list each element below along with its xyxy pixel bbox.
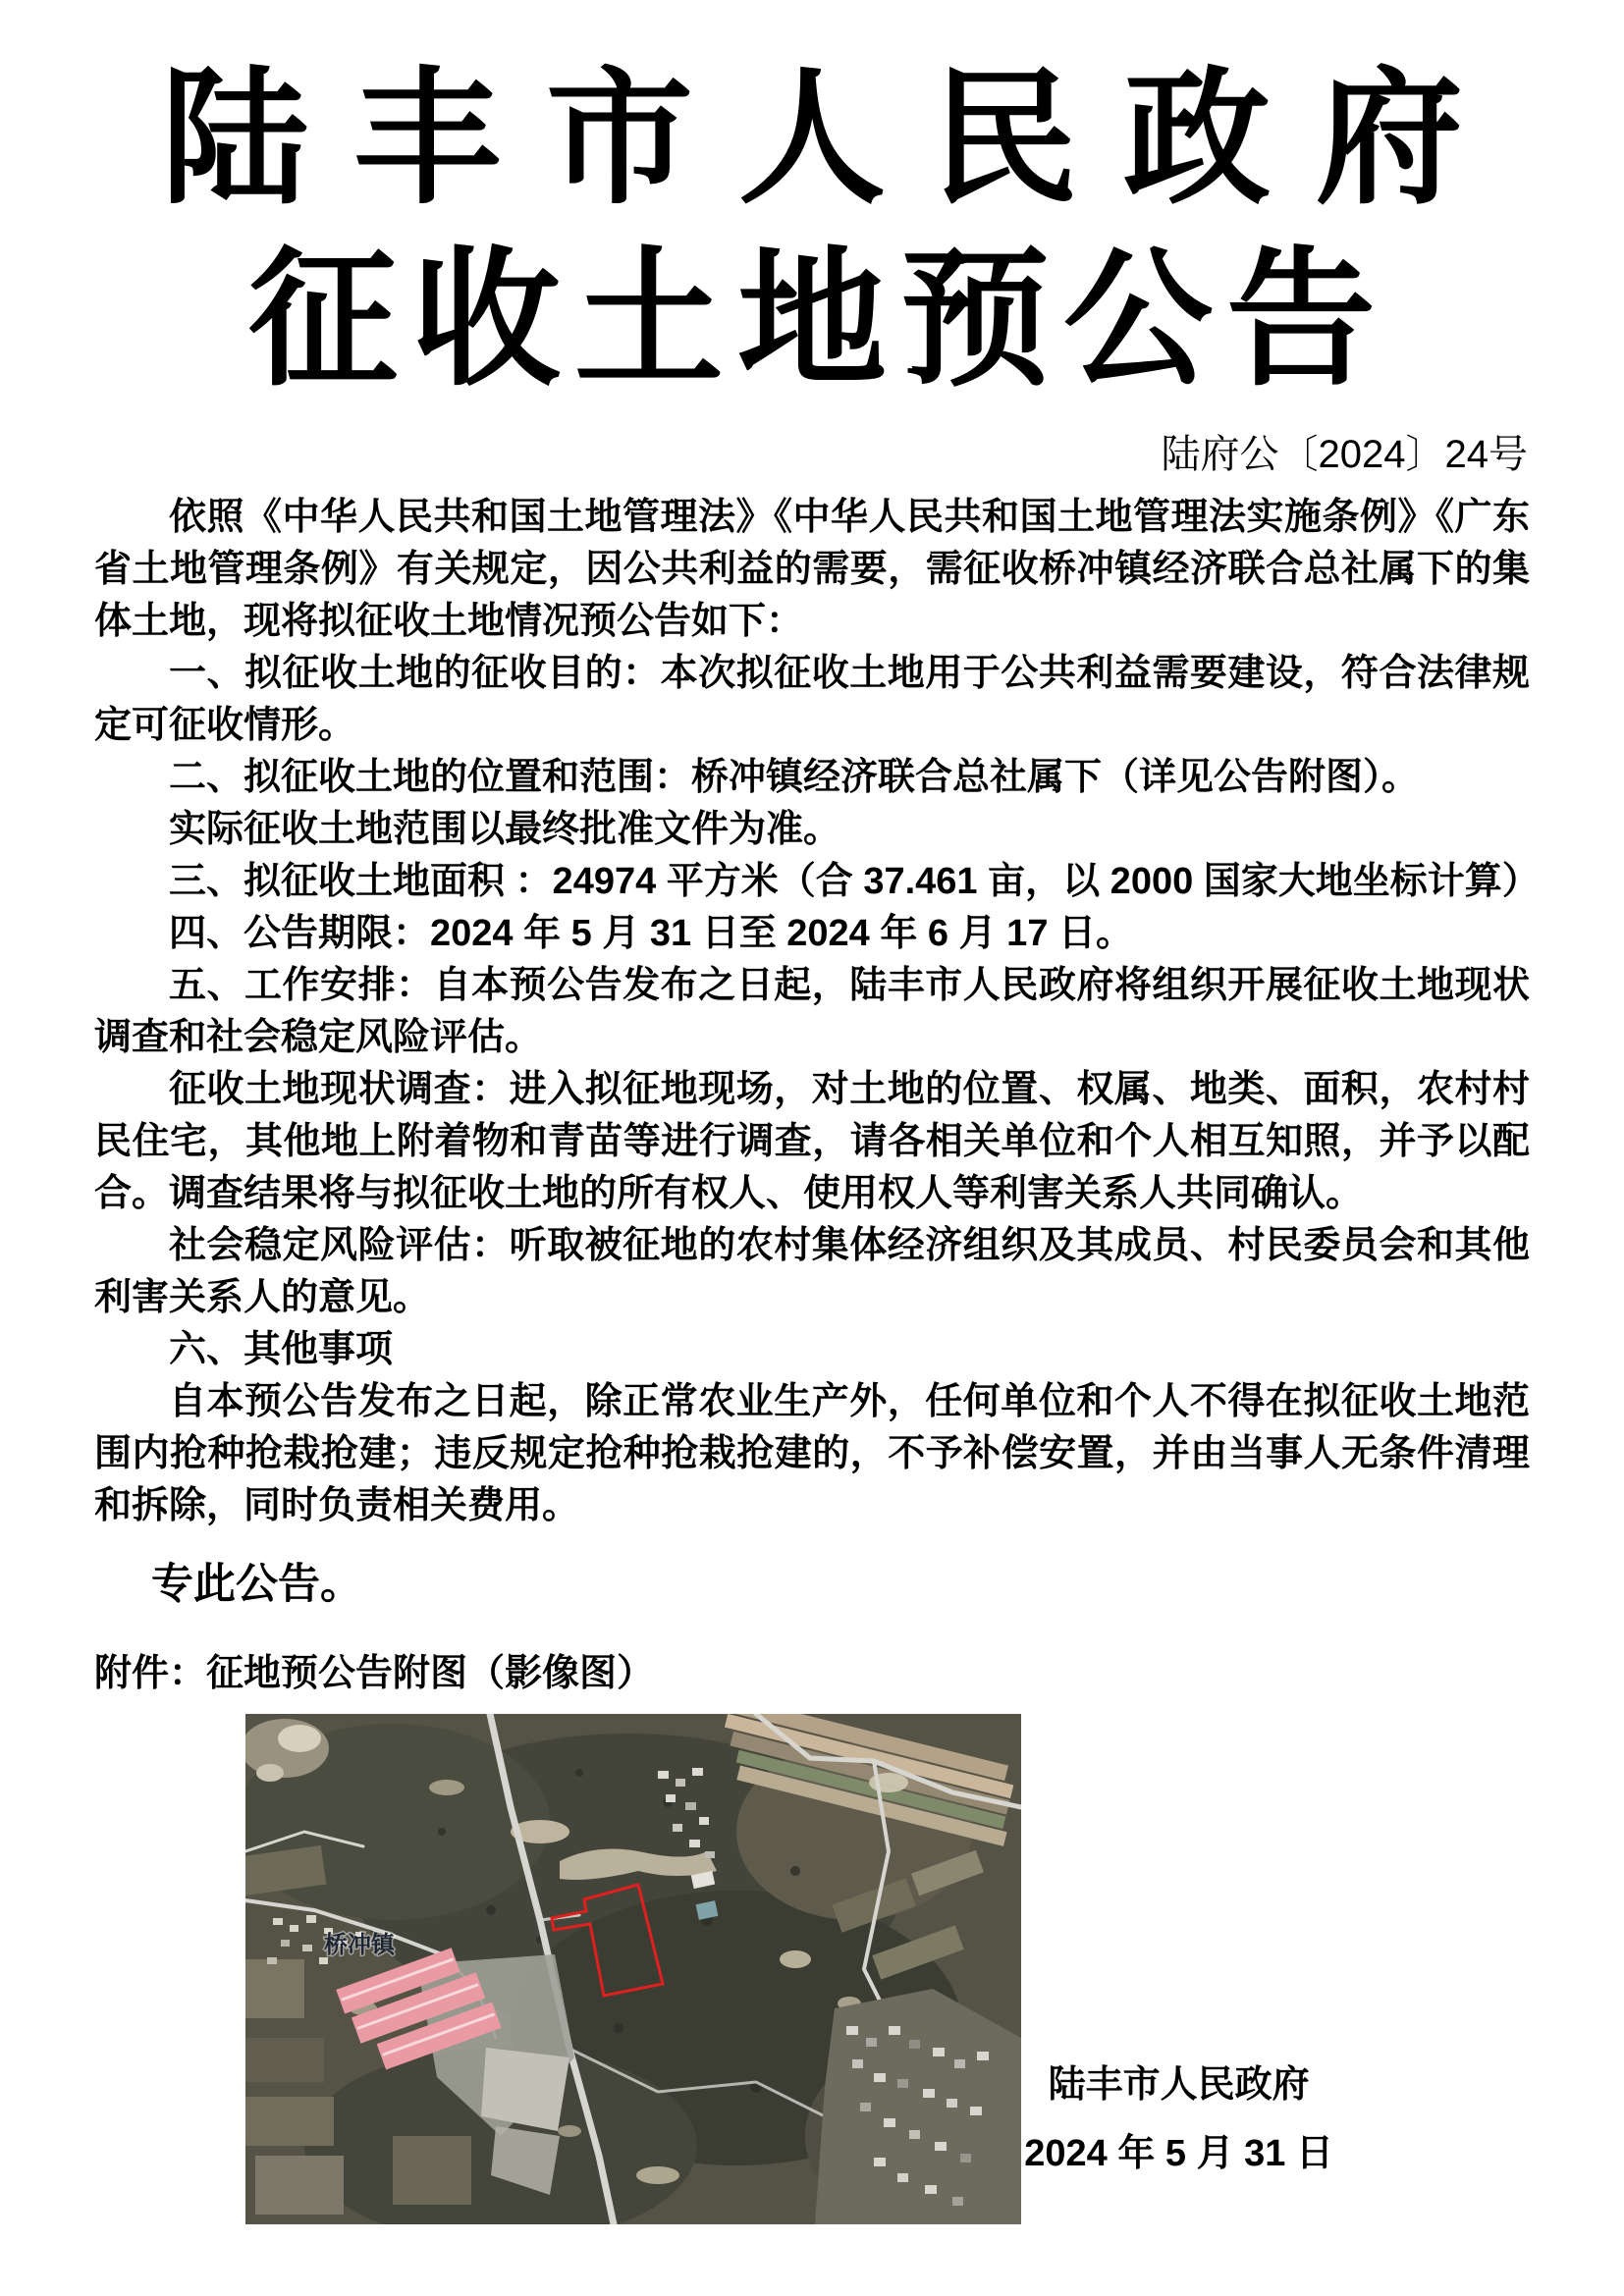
satellite-map-image: [245, 1714, 1021, 2224]
satellite-map: [245, 1714, 1021, 2224]
body-paragraph: 五、工作安排：自本预公告发布之日起，陆丰市人民政府将组织开展征收土地现状调查和社会稳定风险评估。: [94, 965, 1530, 1058]
body-paragraph: 一、拟征收土地的征收目的：本次拟征收土地用于公共利益需要建设，符合法律规定可征收情形。: [94, 653, 1530, 746]
signature-block: [1024, 2057, 1333, 2181]
town-label: 桥冲镇: [324, 1932, 395, 1958]
attachment-label: 附件：征地预公告附图（影像图）: [94, 1653, 655, 1694]
signature-issuer: 陆丰市人民政府: [1048, 2064, 1310, 2106]
document-number: 陆府公〔2024〕24号: [1161, 433, 1528, 476]
body-paragraph: 实际征收土地范围以最终批准文件为准。: [169, 809, 841, 850]
body-paragraph: 六、其他事项: [169, 1329, 394, 1370]
document-body: [94, 492, 1540, 1532]
title-issuer: 陆丰市人民政府: [160, 59, 1508, 222]
body-paragraph: 四、公告期限：2024 年 5 月 31 日至 2024 年 6 月 17 日。: [169, 913, 1134, 954]
signature-date: 2024 年 5 月 31 日: [1024, 2133, 1333, 2174]
body-paragraph: 三、拟征收土地面积 ：24974 平方米（合 37.461 亩，以 2000 国家大地坐标计算）: [169, 861, 1540, 902]
title-subject: 征收土地预公告: [248, 239, 1389, 403]
closing-statement: 专此公告。: [151, 1562, 362, 1608]
body-paragraph: 社会稳定风险评估：听取被征地的农村集体经济组织及其成员、村民委员会和其他利害关系人的意见。: [94, 1225, 1530, 1318]
body-paragraph: 二、拟征收土地的位置和范围：桥冲镇经济联合总社属下（详见公告附图）。: [169, 757, 1420, 798]
body-paragraph: 征收土地现状调查：进入拟征地现场，对土地的位置、权属、地类、面积，农村村民住宅，其他地上附着物和青苗等进行调查，请各相关单位和个人相互知照，并予以配合。调查结果将与拟征收土地的所有权人、使用权人等利害关系人共同确认。: [94, 1069, 1530, 1214]
town-cluster-south: [815, 1989, 1021, 2224]
document-title: [0, 0, 1624, 405]
body-paragraph: 自本预公告发布之日起，除正常农业生产外，任何单位和个人不得在拟征收土地范围内抢种抢栽抢建；违反规定抢种抢栽抢建的，不予补偿安置，并由当事人无条件清理和拆除，同时负责相关费用。: [94, 1381, 1530, 1526]
body-paragraph: 依照《中华人民共和国土地管理法》《中华人民共和国土地管理法实施条例》《广东省土地管理条例》有关规定，因公共利益的需要，需征收桥冲镇经济联合总社属下的集体土地，现将拟征收土地情况预公告如下：: [94, 497, 1530, 642]
